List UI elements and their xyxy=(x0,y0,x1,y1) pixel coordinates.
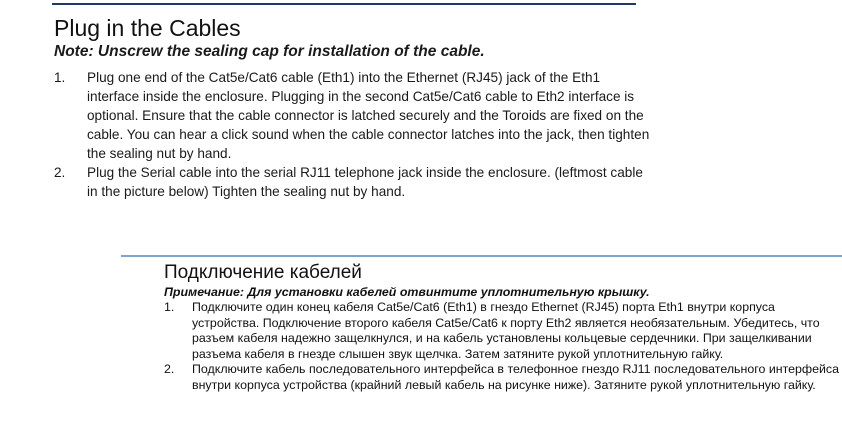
section-title: Подключение кабелей xyxy=(164,262,362,283)
step-text: Plug the Serial cable into the serial RJ11 telephone jack inside the enclosure. (leftmost cable in the picture below) Tighten the sealing nut by hand. xyxy=(87,165,643,199)
english-section xyxy=(54,14,654,201)
step-list xyxy=(164,300,840,394)
step-text: Подключите кабель последовательного интерфейса в телефонное гнездо RJ11 последовательного интерфейса внутри корпуса устройства (крайний левый кабель на рисунке ниже). Затяните рукой уплотнительную гайку. xyxy=(192,362,839,392)
step-list xyxy=(54,68,654,201)
installation-note: Note: Unscrew the sealing cap for installation of the cable. xyxy=(54,43,485,60)
step-item xyxy=(54,163,654,201)
installation-note: Примечание: Для установки кабелей отвинтите уплотнительную крышку. xyxy=(164,285,650,299)
step-text: Plug one end of the Cat5e/Cat6 cable (Eth1) into the Ethernet (RJ45) jack of the Eth1 interface inside the enclosure. Plugging in the second Cat5e/Cat6 cable to Eth2 interface is optional. Ensure that the cable connector is latched securely and the Toroids are fixed on the cable. You can hear a click sound when the cable connector latches into the jack, then tighten the sealing nut by hand. xyxy=(87,70,650,161)
step-number: 2. xyxy=(164,362,175,377)
step-item xyxy=(54,68,654,163)
step-item xyxy=(164,362,840,393)
step-item xyxy=(164,300,840,362)
section-divider xyxy=(121,255,842,257)
step-number: 2. xyxy=(54,165,66,180)
step-number: 1. xyxy=(164,300,175,314)
russian-section xyxy=(164,262,840,394)
top-divider xyxy=(52,3,636,5)
step-text: Подключите один конец кабеля Cat5e/Cat6 (Eth1) в гнездо Ethernet (RJ45) порта Eth1 внутри корпуса устройства. Подключение второго кабеля Cat5e/Cat6 к порту Eth2 является необязательным. Убедитесь, что разъем кабеля надежно защелкнулся, и на кабель установлены кольцевые сердечники. При защелкивании разъема кабеля в гнезде слышен звук щелчка. Затем затяните рукой уплотнительную гайку. xyxy=(192,300,820,361)
section-title: Plug in the Cables xyxy=(54,15,241,41)
step-number: 1. xyxy=(54,70,66,85)
